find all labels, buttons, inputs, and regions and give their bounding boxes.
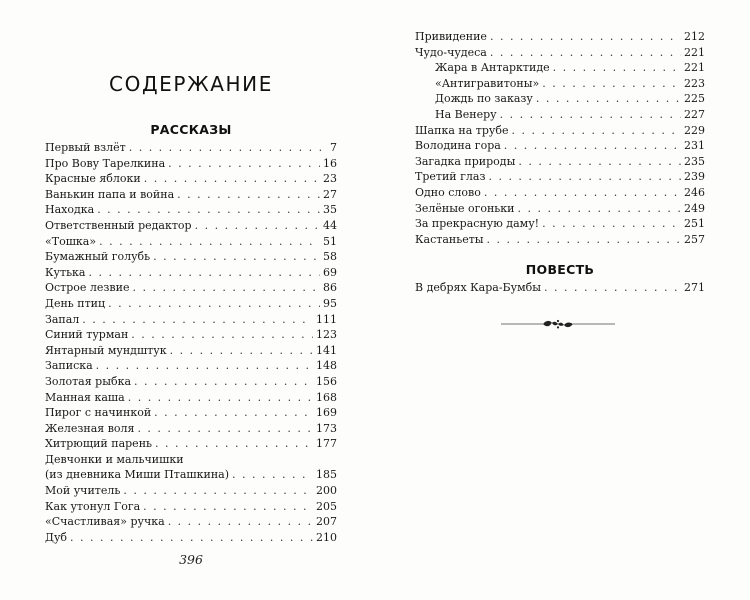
- toc-leader-dots: [134, 374, 313, 390]
- toc-entry: [45, 312, 337, 328]
- toc-leader-dots: [132, 280, 320, 296]
- toc-leader-dots: [129, 140, 327, 156]
- toc-entry-title: Кутька: [45, 265, 86, 279]
- toc-entry-title: За прекрасную даму!: [415, 217, 540, 231]
- toc-leader-dots: [488, 169, 681, 185]
- toc-entry-page: 7: [330, 141, 337, 154]
- toc-leader-dots: [177, 187, 320, 203]
- page-heading: СОДЕРЖАНИЕ: [109, 72, 273, 96]
- toc-list-stories-continued: [415, 29, 705, 247]
- toc-entry: [45, 140, 337, 156]
- toc-entry-title: Железная воля: [45, 421, 135, 435]
- toc-entry-page: 156: [316, 374, 337, 388]
- toc-entry-title: Володина гора: [415, 139, 501, 153]
- toc-entry: [415, 123, 705, 139]
- toc-entry-title: Запал: [45, 312, 80, 326]
- toc-leader-dots: [128, 390, 313, 406]
- toc-leader-dots: [487, 232, 681, 248]
- toc-entry-title: Чудо-чудеса: [415, 45, 487, 59]
- toc-leader-dots: [131, 327, 313, 343]
- toc-entry-page: 95: [323, 296, 337, 310]
- toc-entry-title: Шапка на трубе: [415, 123, 509, 137]
- toc-entry: [415, 45, 705, 61]
- toc-entry-title: Записка: [45, 359, 93, 373]
- toc-leader-dots: [70, 530, 313, 546]
- toc-entry: [45, 421, 337, 437]
- toc-entry-title: День птиц: [45, 296, 106, 310]
- section-title-stories: РАССКАЗЫ: [150, 122, 232, 137]
- toc-entry-title: Янтарный мундштук: [45, 343, 167, 357]
- toc-leader-dots: [553, 60, 681, 76]
- toc-entry-page: 169: [316, 406, 337, 420]
- toc-entry-page: 35: [323, 203, 337, 217]
- toc-entry-title: Красные яблоки: [45, 172, 141, 186]
- toc-entry: [45, 390, 337, 406]
- toc-entry: [45, 452, 337, 468]
- toc-entry: [45, 499, 337, 515]
- toc-entry-page: 173: [316, 421, 337, 435]
- toc-entry-title: Зелёные огоньки: [415, 201, 515, 215]
- toc-entry: [45, 358, 337, 374]
- toc-entry-title: Ответственный редактор: [45, 218, 192, 232]
- toc-entry-page: 16: [323, 156, 337, 170]
- toc-leader-dots: [512, 123, 682, 139]
- toc-entry-page: 177: [316, 437, 337, 451]
- toc-entry: [415, 280, 705, 296]
- toc-entry-title: Третий глаз: [415, 170, 486, 184]
- toc-entry: [415, 29, 705, 45]
- toc-entry-title: На Венеру: [435, 107, 497, 121]
- toc-list-stories: [45, 140, 337, 545]
- section-title-novella: ПОВЕСТЬ: [525, 262, 595, 277]
- toc-entry: [45, 202, 337, 218]
- toc-entry: [415, 169, 705, 185]
- toc-entry-page: 249: [684, 201, 705, 215]
- toc-leader-dots: [137, 421, 313, 437]
- page-number: 396: [179, 552, 203, 567]
- toc-entry-title: Как утонул Гога: [45, 499, 141, 513]
- toc-leader-dots: [97, 202, 320, 218]
- toc-entry-page: 239: [684, 170, 705, 184]
- toc-leader-dots: [542, 76, 681, 92]
- toc-leader-dots: [484, 185, 681, 201]
- toc-entry-page: 200: [316, 484, 337, 498]
- toc-leader-dots: [490, 29, 681, 45]
- toc-entry-title: Загадка природы: [415, 154, 516, 168]
- toc-leader-dots: [168, 514, 313, 530]
- toc-entry-title: Острое лезвие: [45, 281, 130, 295]
- toc-leader-dots: [153, 249, 320, 265]
- toc-list-novella: [415, 280, 705, 296]
- toc-entry-page: 229: [684, 123, 705, 137]
- toc-entry-page: 207: [316, 515, 337, 529]
- toc-entry-page: 111: [316, 312, 337, 326]
- toc-entry: [415, 216, 705, 232]
- toc-entry-page: 221: [684, 45, 705, 59]
- toc-entry: [415, 60, 705, 76]
- toc-leader-dots: [123, 483, 313, 499]
- right-page: [375, 0, 750, 600]
- ornament-divider: [499, 318, 617, 330]
- toc-entry-page: 271: [684, 281, 705, 294]
- toc-entry: [45, 218, 337, 234]
- toc-entry-title: Бумажный голубь: [45, 250, 151, 264]
- toc-entry-page: 223: [684, 76, 705, 90]
- toc-entry-title: Одно слово: [415, 185, 481, 199]
- toc-entry-page: 148: [316, 359, 337, 373]
- toc-entry-page: 168: [316, 390, 337, 404]
- toc-entry-title: (из дневника Миши Пташкина): [45, 468, 230, 482]
- toc-entry-title: Дождь по заказу: [435, 92, 533, 106]
- toc-entry-title: Хитрющий парень: [45, 437, 153, 451]
- toc-entry-title: Мой учитель: [45, 484, 121, 498]
- toc-entry: [415, 232, 705, 248]
- toc-entry-page: 58: [323, 250, 337, 264]
- toc-entry-title: Привидение: [415, 30, 487, 43]
- toc-entry-page: 69: [323, 265, 337, 279]
- toc-leader-dots: [108, 296, 320, 312]
- toc-entry: [45, 234, 337, 250]
- toc-leader-dots: [82, 312, 313, 328]
- toc-entry-page: 221: [684, 61, 705, 75]
- toc-leader-dots: [143, 499, 313, 515]
- toc-leader-dots: [154, 405, 313, 421]
- toc-entry-page: 23: [323, 172, 337, 186]
- toc-entry-title: Находка: [45, 203, 95, 217]
- toc-entry-title: В дебрях Кара-Бумбы: [415, 281, 542, 294]
- toc-entry: [45, 467, 337, 483]
- toc-entry-title: Про Вову Тарелкина: [45, 156, 166, 170]
- toc-entry-page: 246: [684, 185, 705, 199]
- toc-entry-page: 185: [316, 468, 337, 482]
- toc-leader-dots: [144, 171, 320, 187]
- toc-entry-page: 251: [684, 217, 705, 231]
- toc-entry-title: Золотая рыбка: [45, 374, 132, 388]
- toc-leader-dots: [195, 218, 320, 234]
- toc-leader-dots: [96, 358, 313, 374]
- toc-entry: [415, 91, 705, 107]
- toc-leader-dots: [232, 467, 313, 483]
- toc-leader-dots: [518, 201, 682, 217]
- toc-leader-dots: [155, 436, 313, 452]
- toc-entry-title: Жара в Антарктиде: [435, 61, 550, 75]
- toc-leader-dots: [99, 234, 320, 250]
- toc-entry-page: 257: [684, 232, 705, 246]
- toc-entry: [45, 483, 337, 499]
- toc-entry-page: 27: [323, 187, 337, 201]
- toc-entry: [45, 530, 337, 546]
- toc-entry: [45, 187, 337, 203]
- toc-leader-dots: [542, 216, 681, 232]
- toc-entry-page: 141: [316, 343, 337, 357]
- toc-entry: [415, 76, 705, 92]
- toc-entry-page: 123: [316, 328, 337, 342]
- toc-entry-title: Девчонки и мальчишки: [45, 452, 184, 466]
- toc-entry-page: 231: [684, 139, 705, 153]
- toc-entry-page: 227: [684, 107, 705, 121]
- toc-entry-title: «Антигравитоны»: [435, 76, 540, 90]
- toc-entry: [45, 514, 337, 530]
- toc-entry: [45, 265, 337, 281]
- toc-leader-dots: [490, 45, 681, 61]
- toc-entry: [45, 327, 337, 343]
- toc-leader-dots: [500, 107, 681, 123]
- toc-entry-title: Манная каша: [45, 390, 125, 404]
- toc-leader-dots: [170, 343, 313, 359]
- toc-entry-page: 51: [323, 234, 337, 248]
- toc-entry-page: 205: [316, 499, 337, 513]
- toc-entry: [45, 249, 337, 265]
- toc-entry-title: Кастаньеты: [415, 232, 484, 246]
- toc-entry-title: Ванькин папа и война: [45, 187, 175, 201]
- toc-entry-title: Пирог с начинкой: [45, 406, 152, 420]
- toc-entry-title: Первый взлёт: [45, 141, 126, 154]
- toc-entry-title: Дуб: [45, 530, 68, 544]
- toc-entry: [45, 171, 337, 187]
- toc-entry: [45, 296, 337, 312]
- toc-entry: [415, 185, 705, 201]
- toc-entry: [415, 154, 705, 170]
- toc-leader-dots: [168, 156, 320, 172]
- toc-leader-dots: [518, 154, 681, 170]
- toc-entry: [415, 138, 705, 154]
- toc-entry-page: 210: [316, 530, 337, 544]
- toc-entry-page: 86: [323, 281, 337, 295]
- toc-entry-page: 212: [684, 30, 705, 43]
- toc-entry-page: 225: [684, 92, 705, 106]
- toc-entry-title: «Тошка»: [45, 234, 97, 248]
- toc-entry: [45, 280, 337, 296]
- toc-entry-title: Синий турман: [45, 328, 129, 342]
- toc-entry: [45, 343, 337, 359]
- toc-entry-title: «Счастливая» ручка: [45, 515, 165, 529]
- toc-leader-dots: [89, 265, 321, 281]
- toc-entry: [45, 436, 337, 452]
- toc-leader-dots: [536, 91, 681, 107]
- toc-leader-dots: [544, 280, 681, 296]
- toc-entry: [45, 156, 337, 172]
- toc-entry: [415, 201, 705, 217]
- toc-entry-page: 44: [323, 218, 337, 232]
- toc-entry-page: 235: [684, 154, 705, 168]
- toc-leader-dots: [504, 138, 681, 154]
- toc-entry: [415, 107, 705, 123]
- toc-entry: [45, 374, 337, 390]
- toc-entry: [45, 405, 337, 421]
